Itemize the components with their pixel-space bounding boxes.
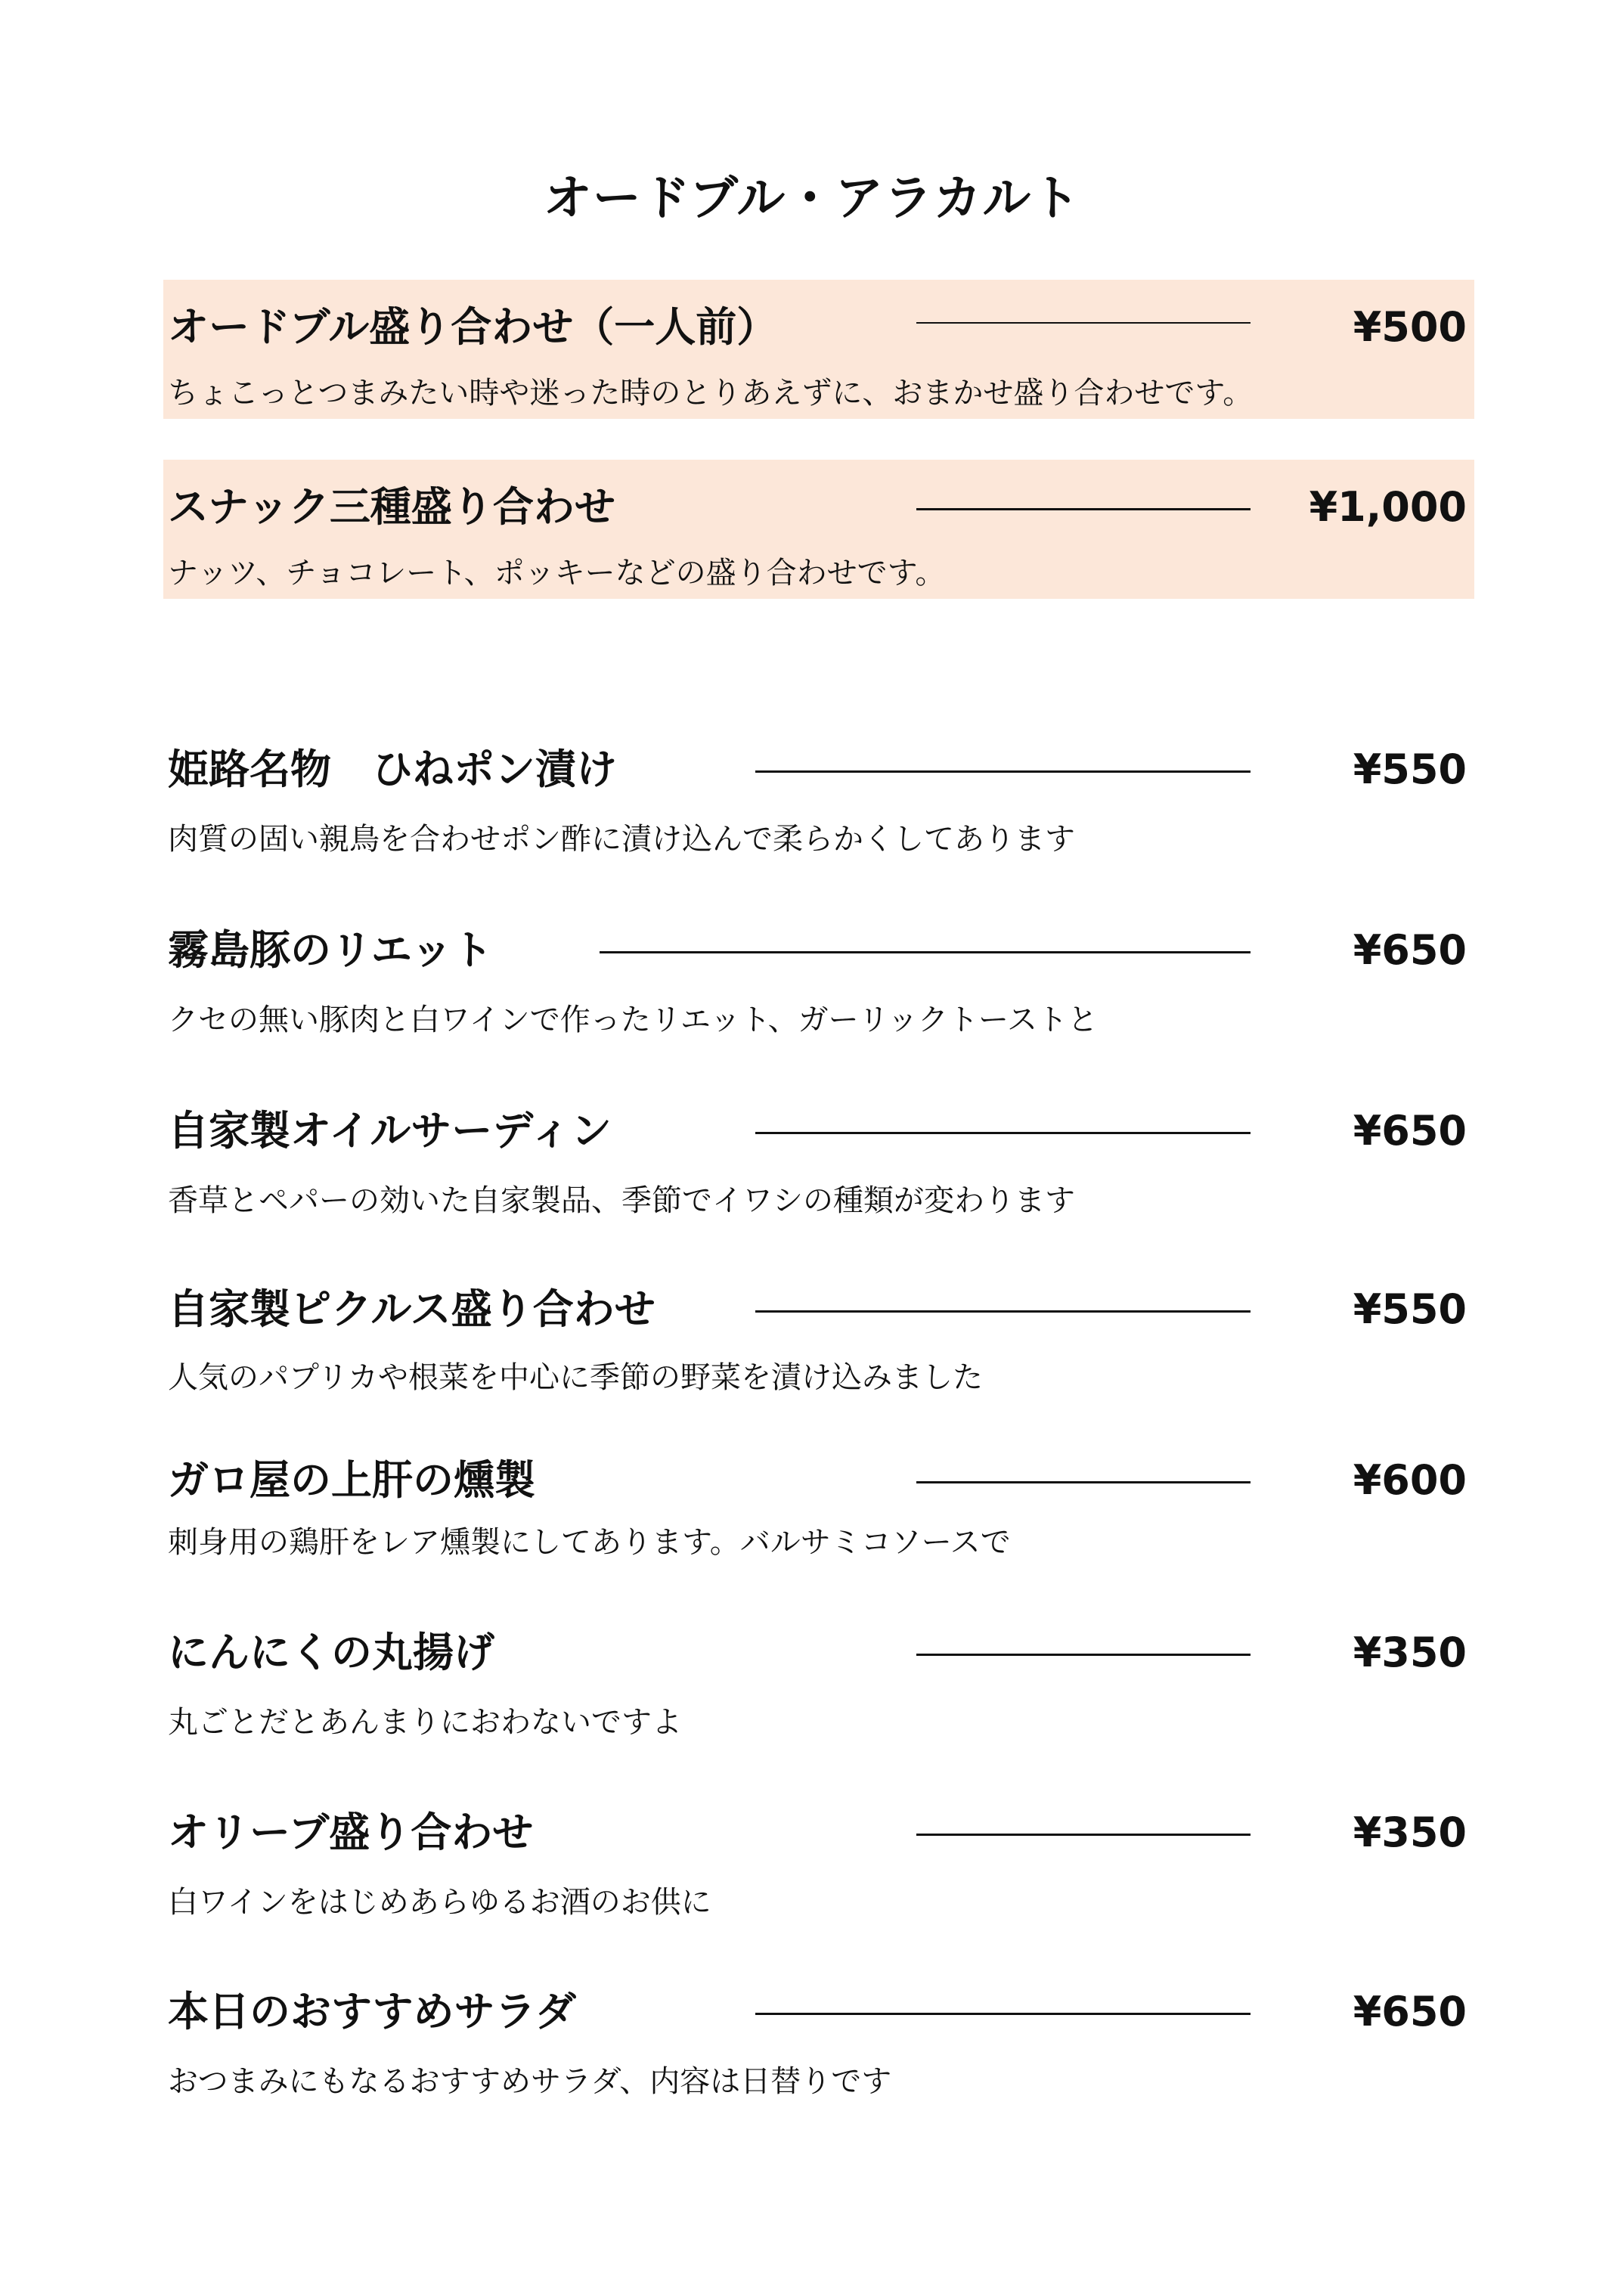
leader-line [755,770,1251,773]
item-name: にんにくの丸揚げ [168,1629,494,1676]
leader-line [916,1481,1251,1483]
menu-item [163,1282,1474,1403]
item-name: 姫路名物 ひねポン漬け [168,746,617,793]
item-price: ¥350 [1353,1629,1467,1676]
leader-line [916,508,1251,510]
item-name: 本日のおすすめサラダ [168,1988,576,2035]
menu-item [163,742,1474,863]
leader-line [916,1834,1251,1836]
menu-item [163,1626,1474,1747]
item-description: 丸ごとだとあんまりにおわないですよ [168,1705,682,1740]
item-name: 自家製ピクルス盛り合わせ [168,1285,655,1333]
item-name: 霧島豚のリエット [168,926,493,974]
item-description: 肉質の固い親鳥を合わせポン酢に漬け込んで柔らかくしてあります [168,822,1075,857]
item-name: 自家製オイルサーディン [168,1107,612,1155]
item-price: ¥650 [1353,926,1467,974]
leader-line [916,322,1251,324]
leader-line [755,2013,1251,2015]
item-description: 香草とペパーの効いた自家製品、季節でイワシの種類が変わります [168,1183,1075,1218]
item-description: 刺身用の鶏肝をレア燻製にしてあります。バルサミコソースで [168,1525,1011,1560]
item-name: スナック三種盛り合わせ [168,483,615,531]
leader-line [916,1654,1251,1656]
featured-menu-item [163,280,1474,419]
item-description: ちょこっとつまみたい時や迷った時のとりあえずに、おまかせ盛り合わせです。 [168,376,1254,411]
page-title: オードブル・アラカルト [543,171,1081,227]
item-description: 白ワインをはじめあらゆるお酒のお供に [168,1885,711,1920]
item-price: ¥500 [1353,303,1467,351]
item-description: 人気のパプリカや根菜を中心に季節の野菜を漬け込みました [168,1360,983,1395]
item-price: ¥650 [1353,1988,1467,2035]
menu-item [163,1104,1474,1225]
leader-line [755,1310,1251,1313]
item-name: オリーブ盛り合わせ [168,1809,534,1856]
item-description: クセの無い豚肉と白ワインで作ったリエット、ガーリックトーストと [168,1003,1098,1037]
item-name: ガロ屋の上肝の燻製 [168,1456,535,1504]
item-price: ¥1,000 [1309,483,1467,531]
item-price: ¥550 [1353,746,1467,793]
menu-item [163,1985,1474,2106]
item-price: ¥650 [1353,1107,1467,1155]
item-price: ¥600 [1353,1456,1467,1504]
item-description: おつまみにもなるおすすめサラダ、内容は日替りです [168,2064,892,2099]
leader-line [755,1132,1251,1134]
menu-item [163,923,1474,1044]
item-description: ナッツ、チョコレート、ポッキーなどの盛り合わせです。 [168,556,946,591]
leader-line [600,951,1251,953]
featured-menu-item [163,460,1474,599]
item-name: オードブル盛り合わせ（一人前） [168,303,778,351]
item-price: ¥350 [1353,1809,1467,1856]
item-price: ¥550 [1353,1285,1467,1333]
menu-item [163,1806,1474,1927]
menu-item [163,1453,1474,1574]
